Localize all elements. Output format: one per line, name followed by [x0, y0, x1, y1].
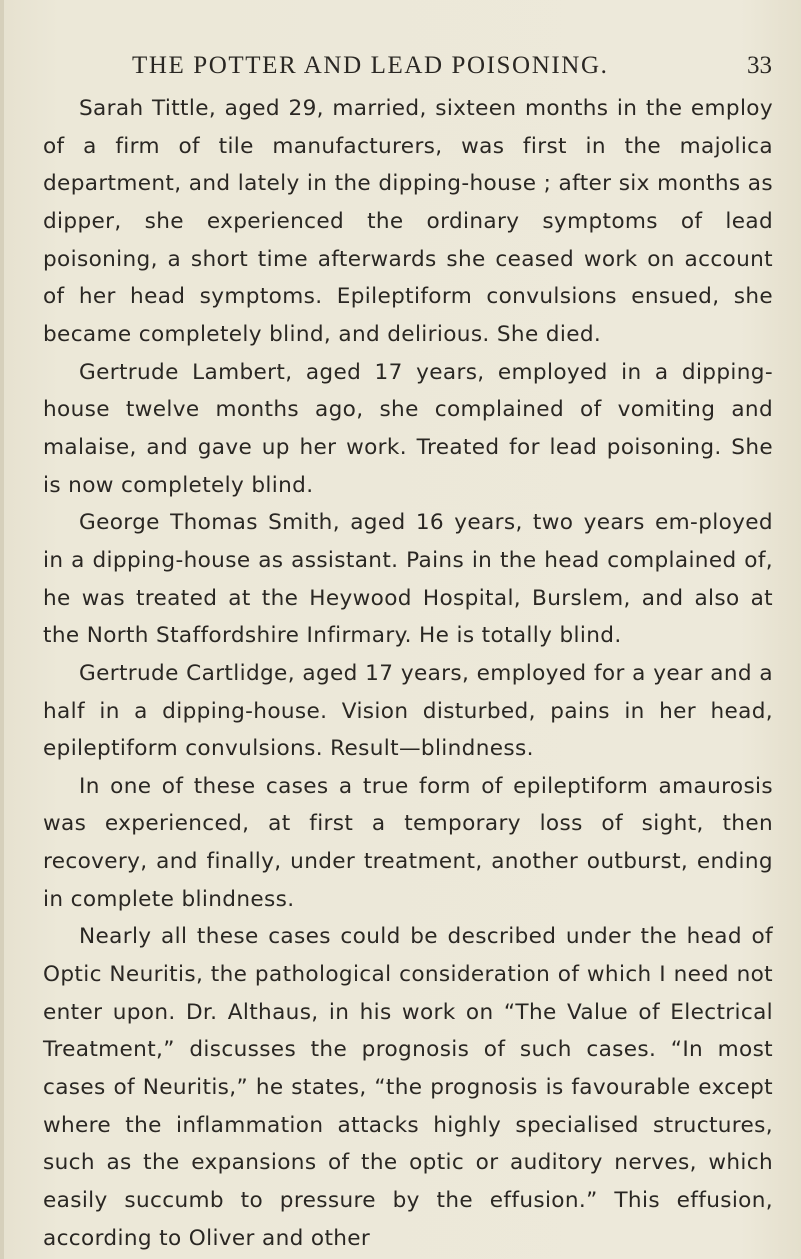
paragraph-george-thomas-smith: George Thomas Smith, aged 16 years, two years em-ployed in a dipping-house as assistant. Pains in the head complained of, he was treated at the Heywood Hospital, Burslem, and also at the North Staffordshire Infirmary. He is totally blind.	[43, 510, 773, 649]
running-title: THE POTTER AND LEAD POISONING.	[132, 52, 609, 79]
running-head	[132, 52, 772, 86]
body-text	[43, 90, 773, 1257]
page-edge	[0, 0, 4, 1259]
paragraph-gertrude-cartlidge: Gertrude Cartlidge, aged 17 years, employed for a year and a half in a dipping-house. Vision disturbed, pains in her head, epileptiform convulsions. Result—blindness.	[43, 660, 773, 762]
page-number: 33	[747, 52, 772, 79]
paragraph-optic-neuritis: Nearly all these cases could be described under the head of Optic Neuritis, the pathological consideration of which I need not enter upon. Dr. Althaus, in his work on “The Value of Electrical Treatment,” discusses the prognosis of such cases. “In most cases of Neuritis,” he states, “the prognosis is favourable except where the inflammation attacks highly specialised structures, such as the expansions of the optic or auditory nerves, which easily succumb to pressure by the effusion.” This effusion, according to Oliver and other	[43, 924, 773, 1251]
paragraph-epileptiform-amaurosis: In one of these cases a true form of epileptiform amaurosis was experienced, at first a temporary loss of sight, then recovery, and finally, under treatment, another outburst, ending in complete blindness.	[43, 773, 773, 912]
paragraph-sarah-tittle: Sarah Tittle, aged 29, married, sixteen months in the employ of a firm of tile manufacturers, was first in the majolica department, and lately in the dipping-house ; after six months as dipper, she experienced the ordinary symptoms of lead poisoning, a short time afterwards she ceased work on account of her head symptoms. Epileptiform convulsions ensued, she became completely blind, and delirious. She died.	[43, 96, 773, 347]
paragraph-gertrude-lambert: Gertrude Lambert, aged 17 years, employed in a dipping-house twelve months ago, she complained of vomiting and malaise, and gave up her work. Treated for lead poisoning. She is now completely blind.	[43, 359, 773, 498]
